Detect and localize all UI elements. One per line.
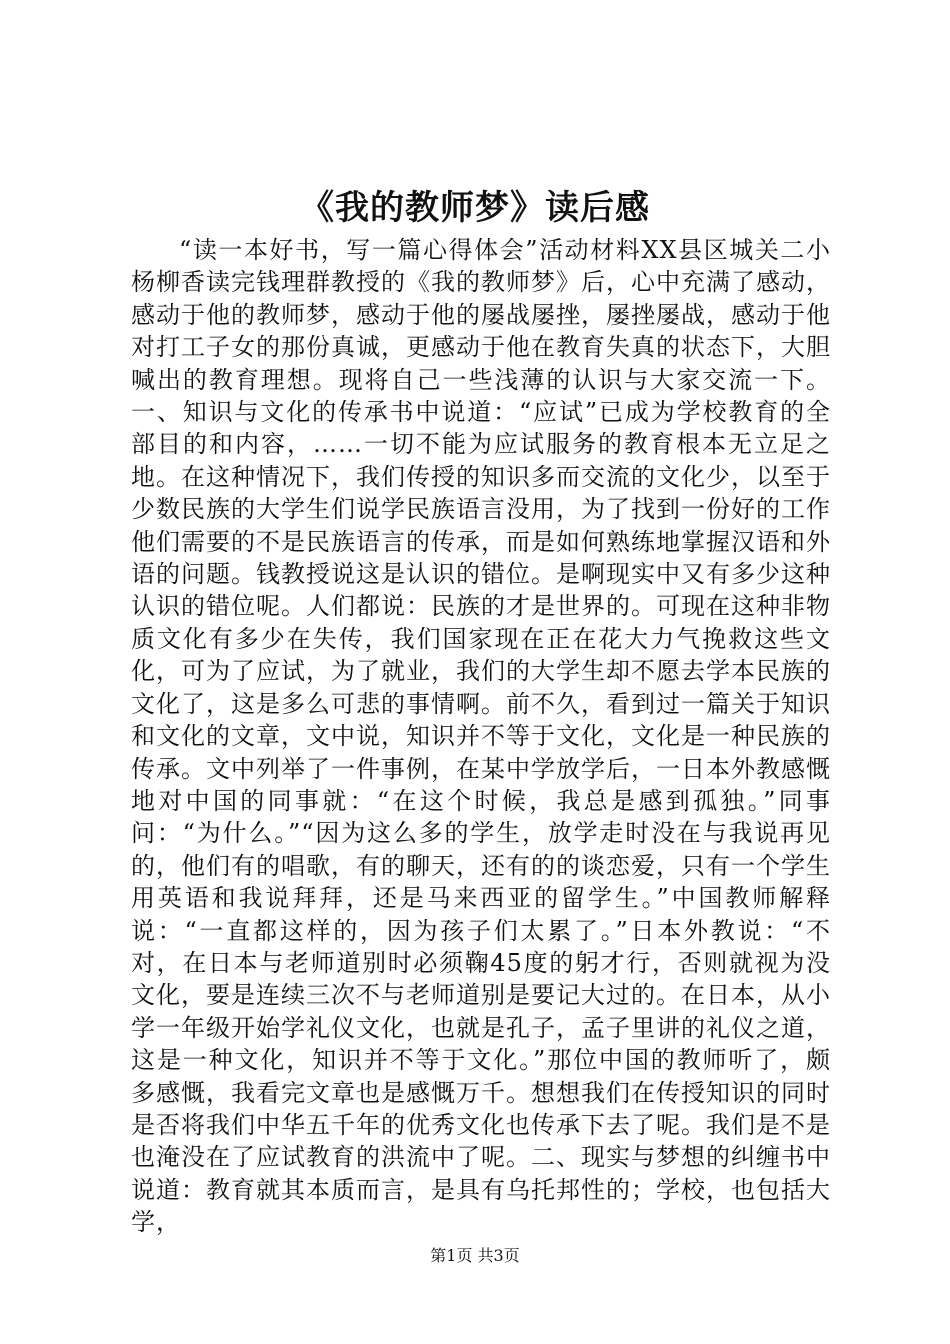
- document-title: 《我的教师梦》读后感: [300, 188, 650, 228]
- document-body-paragraph: “读一本好书，写一篇心得体会”活动材料XX县区城关二小杨柳香读完钱理群教授的《我的教师梦》后，心中充满了感动，感动于他的教师梦，感动于他的屡战屡挫，屡挫屡战，感动于他对打工子女的那份真诚，更感动于他在教育失真的状态下，大胆喊出的教育理想。现将自己一些浅薄的认识与大家交流一下。一、知识与文化的传承书中说道：“应试”已成为学校教育的全部目的和内容，……一切不能为应试服务的教育根本无立足之地。在这种情况下，我们传授的知识多而交流的文化少，以至于少数民族的大学生们说学民族语言没用，为了找到一份好的工作他们需要的不是民族语言的传承，而是如何熟练地掌握汉语和外语的问题。钱教授说这是认识的错位。是啊现实中又有多少这种认识的错位呢。人们都说：民族的才是世界的。可现在这种非物质文化有多少在失传，我们国家现在正在花大力气挽救这些文化，可为了应试，为了就业，我们的大学生却不愿去学本民族的文化了，这是多么可悲的事情啊。前不久，看到过一篇关于知识和文化的文章，文中说，知识并不等于文化，文化是一种民族的传承。文中列举了一件事例，在某中学放学后，一日本外教感慨地对中国的同事就：“在这个时候，我总是感到孤独。”同事问：“为什么。”“因为这么多的学生，放学走时没在与我说再见的，他们有的唱歌，有的聊天，还有的的谈恋爱，只有一个学生用英语和我说拜拜，还是马来西亚的留学生。”中国教师解释说：“一直都这样的，因为孩子们太累了。”日本外教说：“不对，在日本与老师道别时必须鞠45度的躬才行，否则就视为没文化，要是连续三次不与老师道别是要记大过的。在日本，从小学一年级开始学礼仪文化，也就是孔子，孟子里讲的礼仪之道，这是一种文化，知识并不等于文化。”那位中国的教师听了，颇多感慨，我看完文章也是感慨万千。想想我们在传授知识的同时是否将我们中华五千年的优秀文化也传承下去了呢。我们是不是也淹没在了应试教育的洪流中了呢。二、现实与梦想的纠缠书中说道：教育就其本质而言，是具有乌托邦性的；学校，也包括大学，: [131, 236, 831, 1237]
- page-footer: 第1页 共3页: [430, 1246, 520, 1265]
